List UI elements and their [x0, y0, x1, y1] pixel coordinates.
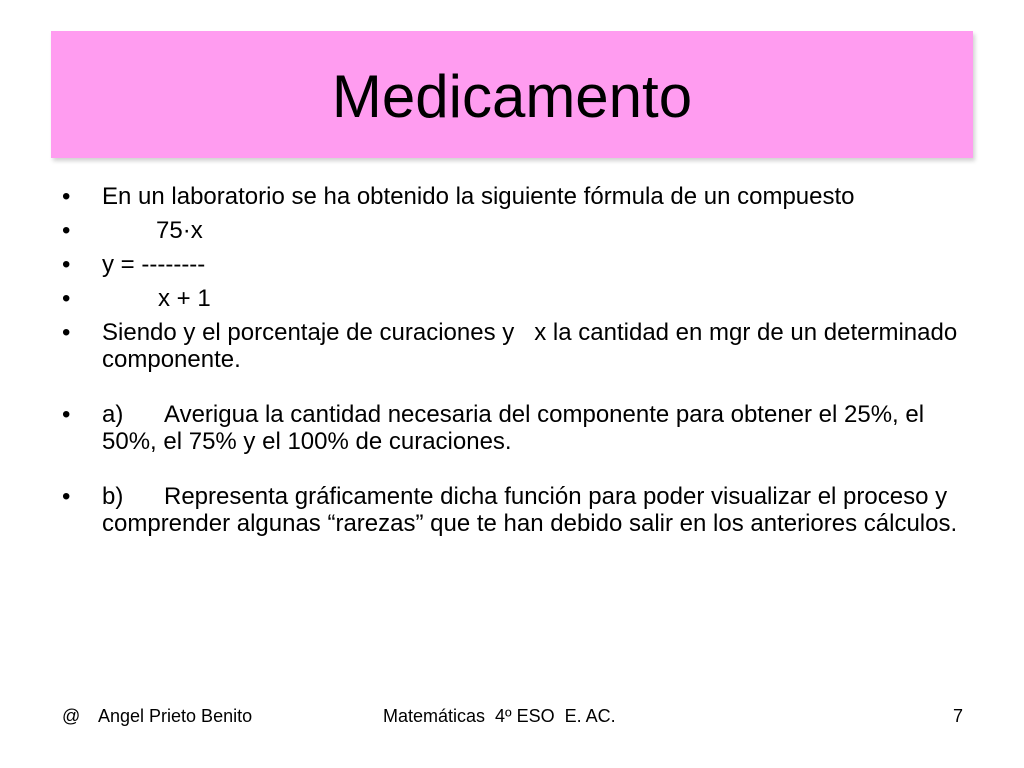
- formula-numerator: 75·x: [156, 217, 203, 244]
- question-text: Averigua la cantidad necesaria del componente para obtener el 25%, el 50%, el 75% y el 100% de curaciones.: [102, 401, 925, 455]
- title-banner: [51, 31, 973, 158]
- bullet-text: En un laboratorio se ha obtenido la siguiente fórmula de un compuesto: [102, 183, 855, 210]
- question-label: b): [102, 483, 124, 510]
- question-text: Representa gráficamente dicha función para poder visualizar el proceso y comprender algunas “rarezas” que te han debido salir en los anteriores cálculos.: [102, 483, 958, 537]
- bullet-dot: •: [62, 217, 71, 244]
- footer-course: Matemáticas 4º ESO E. AC.: [383, 706, 616, 726]
- bullet-item: [58, 183, 978, 210]
- bullet-dot: •: [62, 401, 71, 428]
- formula-equation: y = --------: [102, 251, 206, 278]
- at-symbol: @: [62, 706, 81, 726]
- bullet-dot: •: [62, 251, 71, 278]
- footer-author: [62, 706, 252, 726]
- bullet-item: [58, 285, 978, 312]
- bullet-item: [58, 483, 978, 537]
- bullet-item: [58, 401, 978, 455]
- slide-content: [58, 183, 978, 544]
- bullet-item: [58, 251, 978, 278]
- slide-title: Medicamento: [331, 62, 693, 130]
- question-label: a): [102, 401, 124, 428]
- bullet-text: Siendo y el porcentaje de curaciones y x la cantidad en mgr de un determinado componente.: [102, 319, 964, 373]
- bullet-dot: •: [62, 183, 71, 210]
- bullet-dot: •: [62, 285, 71, 312]
- bullet-dot: •: [62, 483, 71, 510]
- formula-denominator: x + 1: [158, 285, 211, 312]
- bullet-item: [58, 217, 978, 244]
- page-number: 7: [953, 706, 964, 726]
- bullet-dot: •: [62, 319, 71, 346]
- author-name: Angel Prieto Benito: [98, 706, 253, 726]
- bullet-item: [58, 319, 978, 373]
